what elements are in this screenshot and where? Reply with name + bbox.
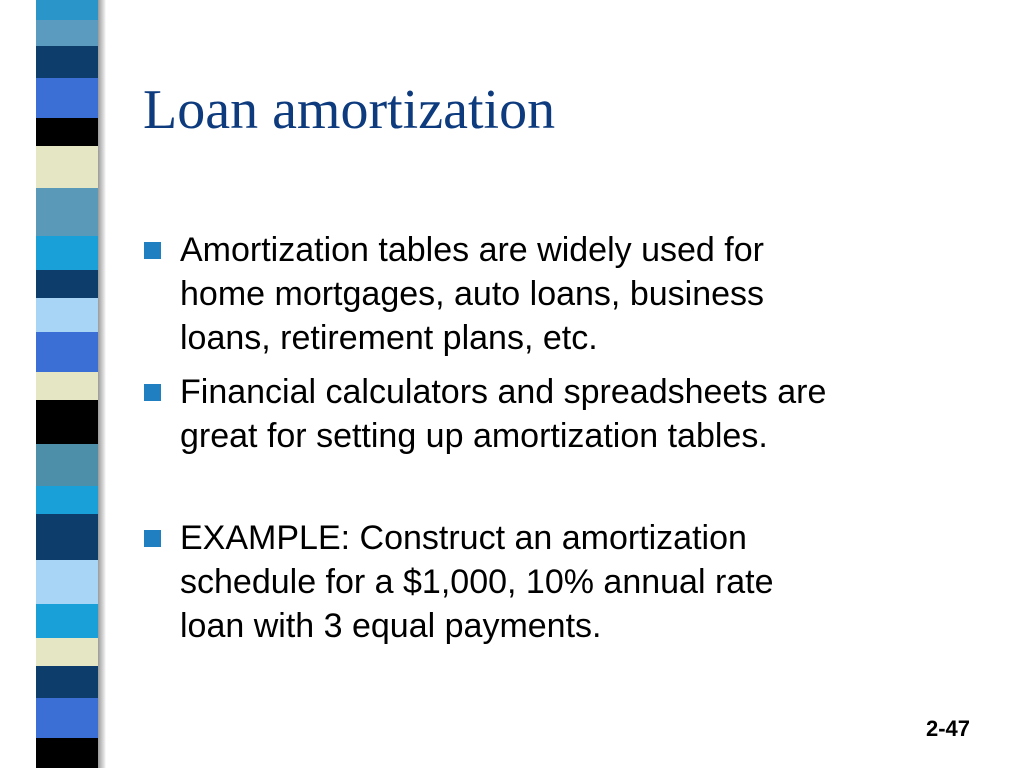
square-bullet-icon <box>144 242 161 259</box>
decorative-stripe <box>36 0 98 768</box>
stripe-block <box>36 560 98 604</box>
stripe-block <box>36 698 98 738</box>
stripe-block <box>36 444 98 486</box>
stripe-block <box>36 146 98 188</box>
stripe-block <box>36 0 98 20</box>
slide-title: Loan amortization <box>143 79 556 141</box>
stripe-block <box>36 78 98 118</box>
stripe-block <box>36 236 98 270</box>
page-number: 2-47 <box>925 716 970 741</box>
stripe-block <box>36 298 98 332</box>
stripe-block <box>36 400 98 444</box>
stripe-block <box>36 372 98 400</box>
stripe-shadow <box>98 0 106 768</box>
bullet-text: Amortization tables are widely used for home mortgages, auto loans, business loans, retirement plans, etc. <box>180 231 765 357</box>
stripe-block <box>36 604 98 638</box>
bullet-text: Financial calculators and spreadsheets are great for setting up amortization tables. <box>180 373 827 455</box>
stripe-block <box>36 514 98 560</box>
stripe-block <box>36 20 98 46</box>
square-bullet-icon <box>144 530 161 547</box>
stripe-block <box>36 332 98 372</box>
stripe-block <box>36 270 98 298</box>
stripe-block <box>36 118 98 146</box>
bullet-text: EXAMPLE: Construct an amortization schedule for a $1,000, 10% annual rate loan with 3 equal payments. <box>180 519 774 645</box>
stripe-block <box>36 738 98 768</box>
stripe-block <box>36 188 98 236</box>
stripe-block <box>36 666 98 698</box>
square-bullet-icon <box>144 384 161 401</box>
stripe-block <box>36 638 98 666</box>
stripe-block <box>36 46 98 78</box>
stripe-block <box>36 486 98 514</box>
